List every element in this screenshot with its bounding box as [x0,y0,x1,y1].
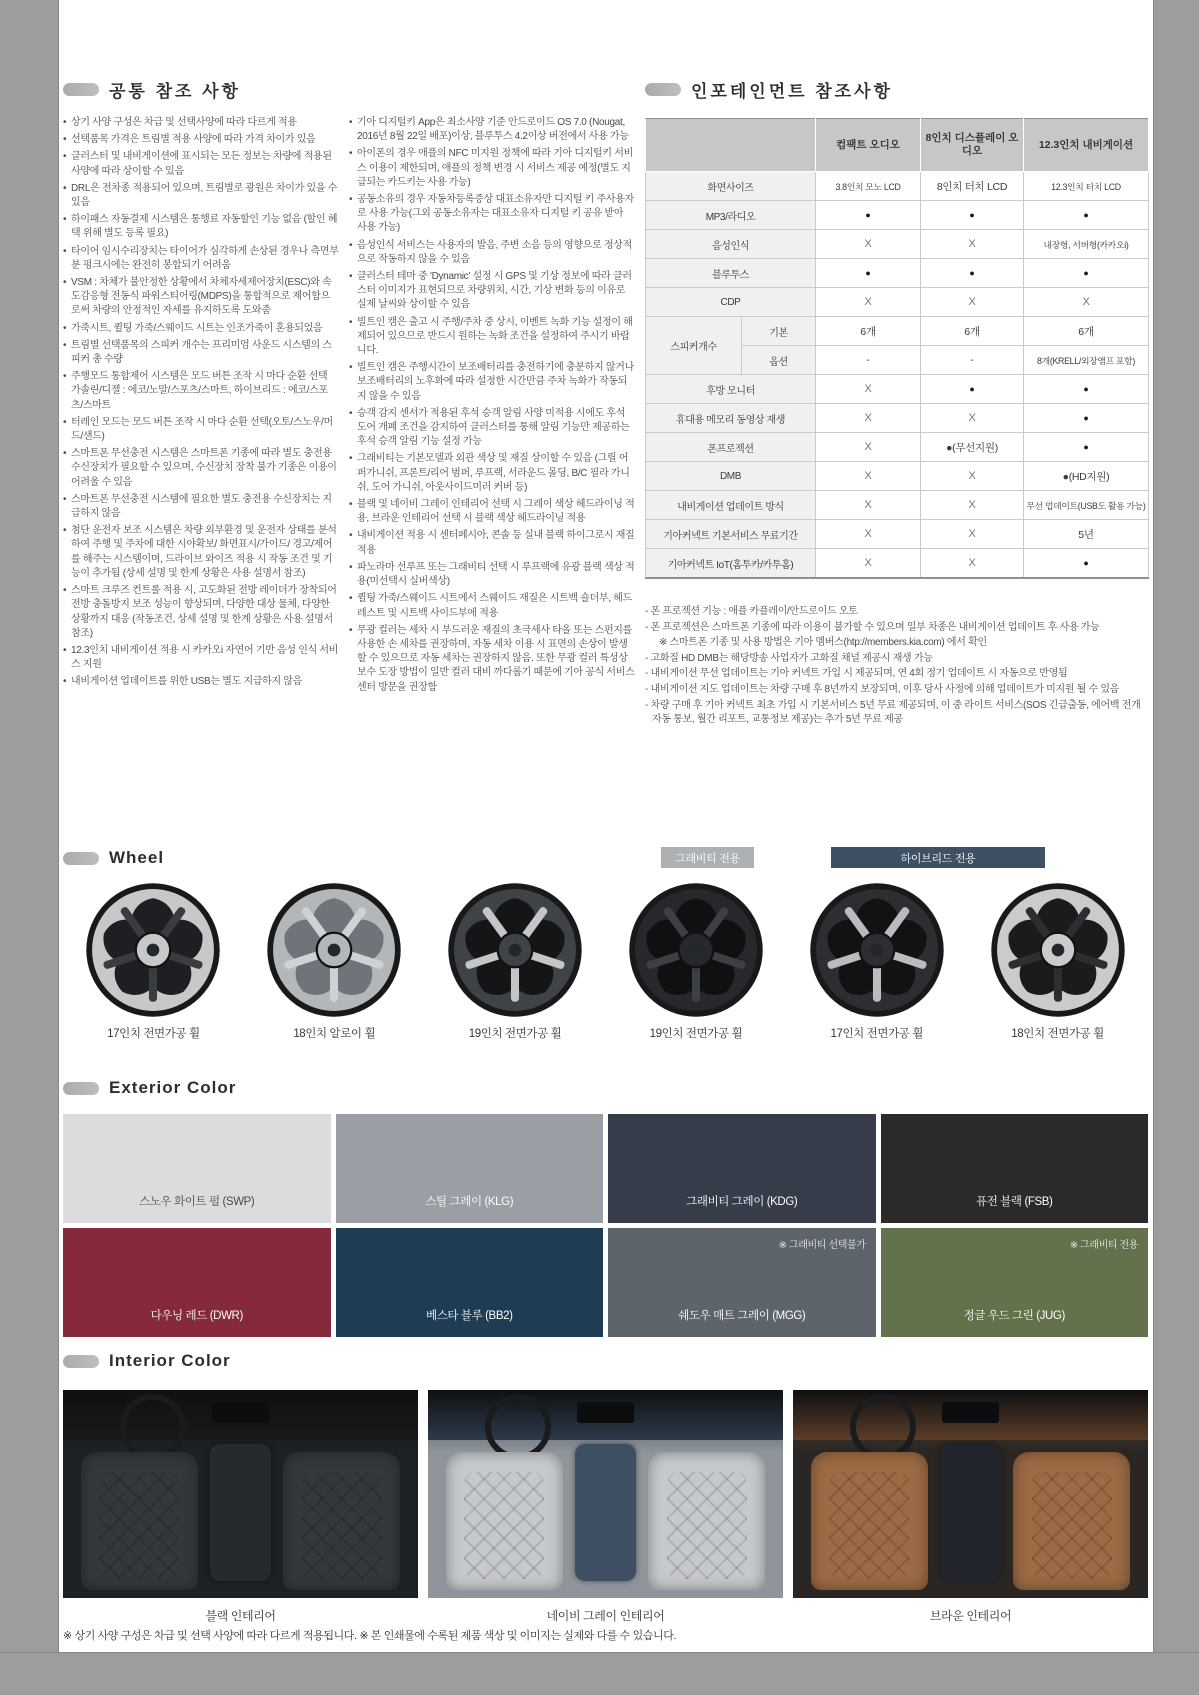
note-item: • 아이폰의 경우 애플의 NFC 미지원 정책에 따라 기아 디지털키 서비스 이용이 제한되며, 애플의 정책 변경 시 서비스 제공 예정(별도 지급되는 카드키는 사용 가능) [349,147,635,190]
wheel-image [989,881,1127,1019]
interior-item [63,1390,418,1624]
note-item: • 첨단 운전자 보조 시스템은 차량 외부환경 및 운전자 상태를 분석하여 주행 및 주차에 대한 시야확보/ 화면표시/가이드/ 경고/제어를 해주는 시스템이며, 드라이브 와이즈 적용 시 작동 조건 및 기능이 추가됨 (상세 설명 및 한계 상황은 사용 설명서 참조) [63,524,339,581]
color-note: ※ 그래비티 선택불가 [778,1240,866,1251]
row-label: 내비게이션 업데이트 방식 [646,491,816,520]
wheel-item [425,881,606,1041]
cell-value: X [816,520,921,549]
cell-value: X [921,491,1024,520]
cell-value: X [816,462,921,491]
wheel-label: 19인치 전면가공 휠 [468,1028,562,1040]
exterior-color-header [63,1075,1148,1101]
cell-value: ● [921,201,1024,230]
cell-value: - [816,346,921,375]
common-notes-title: 공통 참조 사항 [109,81,241,101]
note-item: • 클러스터 및 내비게이션에 표시되는 모든 정보는 차량에 적용된 사양에 따라 상이할 수 있음 [63,150,339,178]
cell-value: 12.3인치 터치 LCD [1024,172,1149,201]
cell-value: X [921,520,1024,549]
table-row [646,549,1149,579]
note-item: • 주행모드 통합제어 시스템은 모드 버튼 조작 시 마다 순환 선택 가솔린/디젤 : 에코/노말/스포츠/스마트, 하이브리드 : 에코/스포츠/스마트 [63,370,339,413]
color-swatch [881,1228,1149,1337]
note-item: • 하이패스 자동결제 시스템은 통행료 자동할인 기능 없음 (할인 혜택 위해 별도 등록 필요) [63,213,339,241]
cell-value: ● [921,375,1024,404]
footnote-line: - 내비게이션 무선 업데이트는 기아 커넥트 가입 시 제공되며, 연 4회 정기 업데이트 시 자동으로 반영됨 [645,668,1068,680]
steering-wheel-graphic [850,1394,916,1460]
table-row [646,172,1149,201]
note-item: • 선택품목 가격은 트림별 적용 사양에 따라 가격 차이가 있음 [63,133,339,147]
cell-value: ●(무선지원) [921,433,1024,462]
note-item: • 내비게이션 업데이트를 위한 USB는 별도 지급하지 않음 [63,675,339,689]
note-item: • 그래비티는 기본모델과 외관 색상 및 재질 상이할 수 있음 (그릴 어퍼가니쉬, 프론트/리어 범퍼, 루프랙, 서라운드 몰딩, B/C 필라 가니쉬, 도어 가니쉬, 아웃사이드미러 커버 등) [349,452,635,495]
cell-value: X [816,375,921,404]
cell-value: ● [816,259,921,288]
section-pill-icon [63,1355,99,1368]
wheel-image [84,881,222,1019]
note-item: • 공동소유의 경우 자동차등록증상 대표소유자만 디지털 키 주사용자로 사용 가능(그외 공동소유자는 대표소유자 디지털 키 공유 받아 사용 가능) [349,193,635,236]
interior-color-section [63,1348,1148,1624]
note-item: • 빌트인 캠은 주행시간이 보조배터리를 충전하기에 충분하지 않거나 보조배터리의 노후화에 따라 설정한 시간만큼 주차 녹화가 작동되지 않을 수 있음 [349,361,635,404]
cell-value: 6개 [1024,317,1149,346]
center-console-graphic [575,1444,635,1581]
cell-value: 3.8인치 모노 LCD [816,172,921,201]
note-item: • 승객 감지 센서가 적용된 후석 승객 알림 사양 미적용 시에도 후석 도어 개폐 조건을 감지하여 클러스터를 통해 알림 기능만 제공하는 후석 승객 알림 기능 설정 가능 [349,407,635,450]
cell-value: X [816,433,921,462]
infotainment-title: 인포테인먼트 참조사항 [691,81,893,101]
row-group-label: 스피커개수 [646,317,742,375]
section-pill-icon [645,83,681,96]
color-swatch [608,1228,876,1337]
cell-value: ● [1024,259,1149,288]
row-label: 폰프로젝션 [646,433,816,462]
interior-label: 브라운 인테리어 [929,1609,1012,1623]
cell-value: X [816,230,921,259]
table-row [646,317,1149,346]
badge-hybrid-only: 하이브리드 전용 [831,847,1045,868]
cell-value: X [921,462,1024,491]
center-screen-graphic [577,1402,634,1423]
color-name: 스노우 화이트 펄 (SWP) [139,1196,255,1208]
center-screen-graphic [942,1402,999,1423]
section-pill-icon [63,1082,99,1095]
cell-value: X [816,404,921,433]
note-item: • 가죽시트, 퀼팅 가죽/스웨이드 시트는 인조가죽이 혼용되었음 [63,322,339,336]
color-name: 스틸 그레이 (KLG) [425,1196,514,1208]
note-item: • 스마트폰 무선충전 시스템에 필요한 별도 충전용 수신장치는 지급하지 않음 [63,493,339,521]
seat-left-graphic [446,1452,563,1589]
cell-value: 내장형, 서버형(카카오i) [1024,230,1149,259]
common-notes-section [63,76,635,698]
table-row [646,201,1149,230]
common-notes-col2 [349,116,635,698]
interior-item [793,1390,1148,1624]
interior-image [428,1390,783,1598]
cell-value: ● [921,259,1024,288]
table-column-header: 8인치 디스플레이 오디오 [921,119,1024,172]
row-label: 음성인식 [646,230,816,259]
row-label: 기아커넥트 IoT(홈투카/카투홈) [646,549,816,579]
wheel-image [627,881,765,1019]
note-item: • 내비게이션 적용 시 센터페시아, 콘솔 등 실내 블랙 하이그로시 재질 적용 [349,529,635,557]
color-name: 그래비티 그레이 (KDG) [686,1196,798,1208]
wheel-image [446,881,584,1019]
infotainment-footnotes [645,605,1148,728]
wheel-section [63,845,1148,1041]
note-item: • 상기 사양 구성은 차급 및 선택사양에 따라 다르게 적용 [63,116,339,130]
wheel-item [605,881,786,1041]
common-notes-columns [63,116,635,698]
wheel-label: 18인치 전면가공 휠 [1011,1028,1104,1040]
interior-row [63,1390,1148,1624]
cell-value: ●(HD지원) [1024,462,1149,491]
seat-left-graphic [811,1452,928,1589]
cell-value: X [921,288,1024,317]
steering-wheel-graphic [485,1394,551,1460]
interior-label: 네이비 그레이 인테리어 [546,1609,665,1623]
interior-image [63,1390,418,1598]
color-name: 다우닝 레드 (DWR) [150,1310,243,1322]
color-name: 베스타 블루 (BB2) [425,1310,513,1322]
common-notes-col1 [63,116,339,698]
note-item: • 스마트폰 무선충전 시스템은 스마트폰 기종에 따라 별도 충전용 수신장치가 필요할 수 있으며, 수신장치 장착 불가 기종은 이용이 어려울 수 있음 [63,447,339,490]
note-item: • 기아 디지털키 App은 최소사양 기준 안드로이드 OS 7.0 (Nougat, 2016년 8월 22일 배포)이상, 블루투스 4.2이상 버전에서 사용 가능 [349,116,635,144]
cell-value: ● [1024,375,1149,404]
seat-right-graphic [283,1452,400,1589]
table-row [646,462,1149,491]
wheel-header [63,845,1148,871]
section-pill-icon [63,83,99,96]
note-item: • 음성인식 서비스는 사용자의 발음, 주변 소음 등의 영향으로 정상적으로 작동하지 않을 수 있음 [349,239,635,267]
page-frame-left [0,0,59,1695]
wheel-label: 18인치 알로이 휠 [293,1028,376,1040]
cell-value: 무선 업데이트(USB도 활용 가능) [1024,491,1149,520]
page-frame-right [1153,0,1199,1695]
cell-value: 6개 [816,317,921,346]
infotainment-table [645,118,1149,579]
note-item: • 터레인 모드는 모드 버튼 조작 시 마다 순환 선택(오토/스노우/머드/샌드) [63,416,339,444]
wheel-row [63,881,1148,1041]
cell-value: X [1024,288,1149,317]
exterior-swatch-grid [63,1114,1148,1337]
cell-value: - [921,346,1024,375]
cell-value: 8인치 터치 LCD [921,172,1024,201]
row-label: 휴대용 메모리 동영상 재생 [646,404,816,433]
note-item: • 클러스터 테마 중 'Dynamic' 설정 시 GPS 및 기상 정보에 따라 클러스터 이미지가 표현되므로 차량위치, 시간, 기상 변화 등의 이유로 실제 날씨와 상이할 수 있음 [349,270,635,313]
row-label: DMB [646,462,816,491]
footer-note: ※ 상기 사양 구성은 차급 및 선택 사양에 따라 다르게 적용됩니다. ※ 본 인쇄물에 수록된 제품 색상 및 이미지는 실제와 다를 수 있습니다. [63,1630,677,1642]
footnote-line: - 차량 구매 후 기아 커넥트 최초 가입 시 기본서비스 5년 무료 제공되며, 이 중 라이트 서비스(SOS 긴급출동, 에어백 전개 자동 통보, 월간 리포트, 교통정보 제공)는 추가 5년 무료 제공 [645,699,1141,726]
table-row [646,520,1149,549]
color-name: 퓨전 블랙 (FSB) [976,1196,1053,1208]
cell-value: X [816,491,921,520]
cell-value: 6개 [921,317,1024,346]
section-pill-icon [63,852,99,865]
color-swatch [608,1114,876,1223]
seat-right-graphic [648,1452,765,1589]
note-item: • 파노라마 선루프 또는 그래비티 선택 시 루프랙에 유광 블랙 색상 적용(미선택시 실버색상) [349,561,635,589]
wheel-item [244,881,425,1041]
row-label: 후방 모니터 [646,375,816,404]
color-name: 정글 우드 그린 (JUG) [963,1310,1065,1322]
page-frame-bottom [0,1652,1199,1695]
center-console-graphic [210,1444,270,1581]
interior-color-title: Interior Color [109,1351,231,1370]
common-notes-header [63,76,635,102]
table-corner-cell [646,119,816,172]
wheel-label: 17인치 전면가공 휠 [107,1028,200,1040]
color-swatch [63,1114,331,1223]
color-note: ※ 그래비티 전용 [1069,1240,1138,1251]
table-row [646,491,1149,520]
note-item: • 스마트 크루즈 컨트롤 적용 시, 고도화된 전방 레이더가 장착되어 전방 충돌방지 보조 성능이 향상되며, 다양한 대상 물체, 다양한 상황까지 대응 (작동조건, 상세 설명 및 한계 상황은 사용 설명서 참조) [63,584,339,641]
infotainment-header [645,76,1148,102]
color-name: 쉐도우 매트 그레이 (MGG) [678,1310,806,1322]
seat-right-graphic [1013,1452,1130,1589]
table-row [646,259,1149,288]
note-item: • 트림별 선택품목의 스피커 개수는 프리미엄 사운드 시스템의 스피커 총 수량 [63,339,339,367]
note-item: • 타이어 임시수리장치는 타이어가 심각하게 손상된 경우나 측면부분 펑크시에는 완전히 봉합되기 어려움 [63,245,339,273]
row-label: MP3/라디오 [646,201,816,230]
interior-color-header [63,1348,1148,1374]
note-item: • 무광 컬러는 세차 시 부드러운 재질의 초극세사 타올 또는 스펀지를 사용한 손 세차를 권장하며, 자동 세차 이용 시 표면의 손상이 발생할 수 있으므로 자동 세차는 권장하지 않음. 또한 무광 컬러 특성상 보수 도장 방법이 일반 컬러 대비 까다롭기 때문에 기아 공식 서비스 센터 방문을 권장함 [349,624,635,695]
footnote-line: - 폰 프로젝션은 스마트폰 기종에 따라 이용이 불가할 수 있으며 일부 차종은 내비게이션 업데이트 후 사용 가능 [645,621,1100,633]
row-label: 기아커넥트 기본서비스 무료기간 [646,520,816,549]
exterior-color-section [63,1075,1148,1337]
cell-value: 8개(KRELL/외장앰프 포함) [1024,346,1149,375]
wheel-item [63,881,244,1041]
wheel-image [808,881,946,1019]
exterior-color-title: Exterior Color [109,1078,237,1097]
footnote-line: - 내비게이션 지도 업데이트는 차량 구매 후 8년까지 보장되며, 이후 당사 사정에 의해 업데이트가 미지원 될 수 있음 [645,683,1120,695]
table-row [646,288,1149,317]
cell-value: 5년 [1024,520,1149,549]
cell-value: ● [816,201,921,230]
color-swatch [336,1228,604,1337]
color-swatch [881,1114,1149,1223]
wheel-title: Wheel [109,848,165,867]
cell-value: ● [1024,404,1149,433]
row-sub-label: 기본 [742,317,816,346]
infotainment-section [645,76,1148,729]
badge-gravity-only: 그래비티 전용 [661,847,754,868]
cell-value: X [921,404,1024,433]
row-sub-label: 옵션 [742,346,816,375]
steering-wheel-graphic [120,1394,186,1460]
wheel-item [967,881,1148,1041]
table-row [646,433,1149,462]
interior-image [793,1390,1148,1598]
note-item: • 빌트인 캠은 출고 시 주행/주차 중 상시, 이벤트 녹화 기능 설정이 해제되어 있으므로 반드시 원하는 녹화 조건을 설정하여 주시기 바랍니다. [349,316,635,359]
row-label: CDP [646,288,816,317]
row-label: 화면사이즈 [646,172,816,201]
table-column-header: 12.3인치 내비게이션 [1024,119,1149,172]
table-row [646,375,1149,404]
color-swatch [336,1114,604,1223]
wheel-label: 17인치 전면가공 휠 [830,1028,923,1040]
cell-value: X [921,230,1024,259]
note-item: • 퀼팅 가죽/스웨이드 시트에서 스웨이드 재질은 시트백 숄더부, 헤드레스트 및 시트백 사이드부에 적용 [349,592,635,620]
cell-value: X [816,288,921,317]
center-console-graphic [940,1444,1000,1581]
footnote-line: - 고화질 HD DMB는 해당방송 사업자가 고화질 채널 제공시 재생 가능 [645,652,933,664]
seat-left-graphic [81,1452,198,1589]
wheel-label: 19인치 전면가공 휠 [649,1028,743,1040]
note-item: • DRL은 전차종 적용되어 있으며, 트림별로 광원은 차이가 있을 수 있음 [63,182,339,210]
color-swatch [63,1228,331,1337]
center-screen-graphic [212,1402,269,1423]
cell-value: ● [1024,549,1149,579]
cell-value: X [816,549,921,579]
footnote-line: ※ 스마트폰 기종 및 사용 방법은 기아 멤버스(htp://members.kia.com) 에서 확인 [659,637,987,649]
interior-item [428,1390,783,1624]
wheel-item [786,881,967,1041]
note-item: • VSM : 차체가 불안정한 상황에서 차체자세제어장치(ESC)와 속도감응형 전동식 파워스티어링(MDPS)을 통합적으로 제어함으로써 차량의 안정적인 자세를 유지하도록 도와줌 [63,276,339,319]
interior-label: 블랙 인테리어 [205,1609,276,1623]
note-item: • 블랙 및 네이비 그레이 인테리어 선택 시 그레이 색상 헤드라이닝 적용, 브라운 인테리어 선택 시 블랙 색상 헤드라이닝 적용 [349,498,635,526]
table-row [646,404,1149,433]
cell-value: ● [1024,201,1149,230]
table-column-header: 컴팩트 오디오 [816,119,921,172]
row-label: 블루투스 [646,259,816,288]
footnote-line: - 폰 프로젝션 기능 : 애플 카플레이/안드로이드 오토 [645,606,858,617]
cell-value: ● [1024,433,1149,462]
table-row [646,230,1149,259]
cell-value: X [921,549,1024,579]
wheel-image [265,881,403,1019]
note-item: • 12.3인치 내비게이션 적용 시 카카오i 자연어 기반 음성 인식 서비스 지원 [63,644,339,672]
